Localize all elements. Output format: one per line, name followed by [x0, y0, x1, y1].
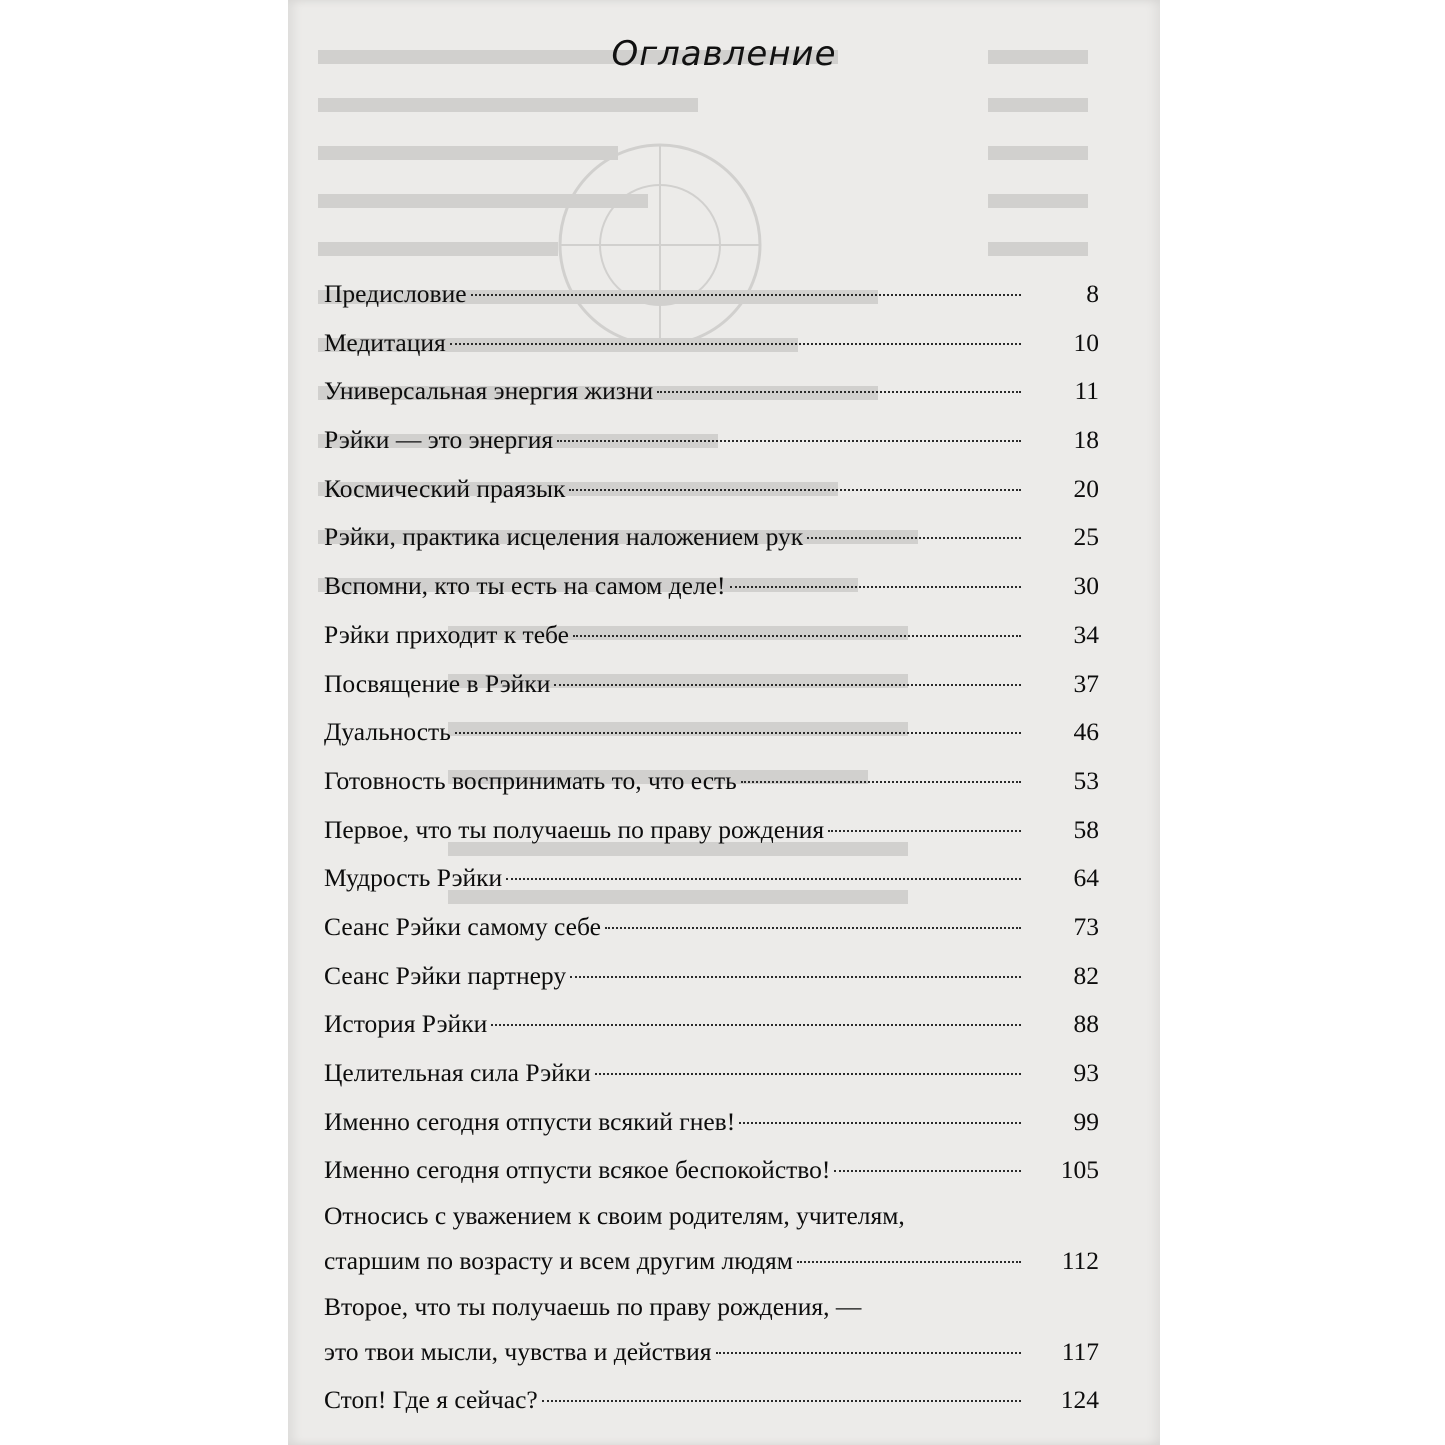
toc-entry-two-line	[324, 1286, 1099, 1377]
table-of-contents	[324, 270, 1099, 1425]
toc-entry	[324, 1049, 1099, 1098]
toc-entry-title: Дуальность	[324, 717, 451, 747]
toc-entry-page: 64	[1073, 863, 1099, 893]
toc-entry-title-line1: Второе, что ты получаешь по праву рождения, —	[324, 1291, 862, 1321]
toc-entry-page: 11	[1074, 376, 1099, 406]
toc-entry-title: Космический праязык	[324, 473, 566, 503]
toc-entry	[324, 562, 1099, 611]
toc-entry	[324, 513, 1099, 562]
dot-leader	[569, 489, 1021, 491]
dot-leader	[450, 343, 1021, 345]
toc-entry	[324, 903, 1099, 952]
toc-entry-page: 37	[1073, 668, 1099, 698]
toc-entry-title: Медитация	[324, 327, 446, 357]
toc-entry	[324, 660, 1099, 709]
dot-leader	[554, 684, 1021, 686]
dot-leader	[741, 781, 1021, 783]
toc-entry-page: 82	[1073, 960, 1099, 990]
toc-entry-page: 117	[1061, 1336, 1099, 1366]
dot-leader	[455, 732, 1021, 734]
toc-entry-two-line	[324, 1195, 1099, 1286]
toc-entry-title: Именно сегодня отпусти всякое беспокойство!	[324, 1155, 831, 1185]
toc-entry	[324, 1376, 1099, 1425]
toc-entry-title: Посвящение в Рэйки	[324, 668, 551, 698]
toc-entry-title: Вспомни, кто ты есть на самом деле!	[324, 571, 726, 601]
dot-leader	[573, 635, 1021, 637]
toc-entry-title: Целительная сила Рэйки	[324, 1058, 591, 1087]
toc-entry-title: Готовность воспринимать то, что есть	[324, 765, 737, 795]
toc-entry-title: Первое, что ты получаешь по праву рождения	[324, 814, 825, 844]
dot-leader	[657, 391, 1021, 393]
toc-entry-title: Рэйки приходит к тебе	[324, 619, 569, 649]
toc-entry-title-line1: Относись с уважением к своим родителям, учителям,	[324, 1201, 905, 1231]
dot-leader	[471, 294, 1021, 296]
toc-entry	[324, 708, 1099, 757]
dot-leader	[730, 586, 1021, 588]
toc-entry	[324, 367, 1099, 416]
toc-entry	[324, 952, 1099, 1001]
toc-entry	[324, 465, 1099, 514]
toc-entry-title: Рэйки, практика исцеления наложением рук	[324, 522, 804, 552]
toc-entry-page: 30	[1073, 571, 1099, 601]
toc-entry-title: Именно сегодня отпусти всякий гнев!	[324, 1106, 736, 1136]
toc-entry-page: 73	[1073, 911, 1099, 941]
toc-entry-title-line2: это твои мысли, чувства и действия	[324, 1336, 712, 1366]
toc-entry-page: 124	[1060, 1385, 1099, 1415]
toc-entry-page: 53	[1073, 765, 1099, 795]
toc-entry-page: 18	[1073, 425, 1099, 455]
toc-entry-title: Стоп! Где я сейчас?	[324, 1385, 538, 1415]
toc-entry-title: Предисловие	[324, 279, 467, 308]
toc-entry	[324, 854, 1099, 903]
toc-entry	[324, 806, 1099, 855]
toc-entry-title: Сеанс Рэйки самому себе	[324, 911, 601, 941]
toc-entry-page: 99	[1073, 1106, 1099, 1136]
dot-leader	[828, 830, 1021, 832]
toc-entry-page: 25	[1073, 522, 1099, 552]
toc-entry-page: 34	[1073, 619, 1099, 649]
dot-leader	[557, 440, 1021, 442]
dot-leader	[491, 1024, 1021, 1026]
toc-entry-page: 105	[1060, 1155, 1099, 1185]
toc-entry	[324, 416, 1099, 465]
toc-entry-title: История Рэйки	[324, 1009, 488, 1039]
toc-entry-page: 20	[1073, 473, 1099, 503]
toc-entry-page: 8	[1086, 279, 1099, 308]
toc-entry-title: Универсальная энергия жизни	[324, 376, 654, 406]
toc-entry-title-line2: старшим по возрасту и всем другим людям	[324, 1246, 793, 1276]
toc-entry	[324, 319, 1099, 368]
toc-entry-page: 58	[1073, 814, 1099, 844]
toc-entry-title: Сеанс Рэйки партнеру	[324, 960, 567, 990]
toc-entry-title: Мудрость Рэйки	[324, 863, 503, 893]
toc-entry	[324, 270, 1099, 319]
toc-entry-page: 93	[1073, 1058, 1099, 1087]
dot-leader	[739, 1122, 1021, 1124]
dot-leader	[595, 1073, 1021, 1075]
dot-leader	[834, 1170, 1021, 1172]
dot-leader	[570, 976, 1021, 978]
dot-leader	[807, 537, 1021, 539]
dot-leader	[506, 878, 1021, 880]
toc-entry-page: 10	[1073, 327, 1099, 357]
page-title: Оглавление	[611, 34, 837, 74]
toc-entry-page: 112	[1061, 1246, 1099, 1276]
toc-entry	[324, 1000, 1099, 1049]
dot-leader	[797, 1261, 1021, 1263]
toc-entry	[324, 1098, 1099, 1147]
dot-leader	[605, 927, 1021, 929]
toc-entry-title: Рэйки — это энергия	[324, 425, 554, 455]
toc-entry-page: 46	[1073, 717, 1099, 747]
toc-entry	[324, 611, 1099, 660]
toc-entry-page: 88	[1073, 1009, 1099, 1039]
book-page	[288, 0, 1160, 1445]
toc-entry	[324, 1146, 1099, 1195]
toc-entry	[324, 757, 1099, 806]
dot-leader	[542, 1400, 1021, 1402]
dot-leader	[716, 1352, 1021, 1354]
